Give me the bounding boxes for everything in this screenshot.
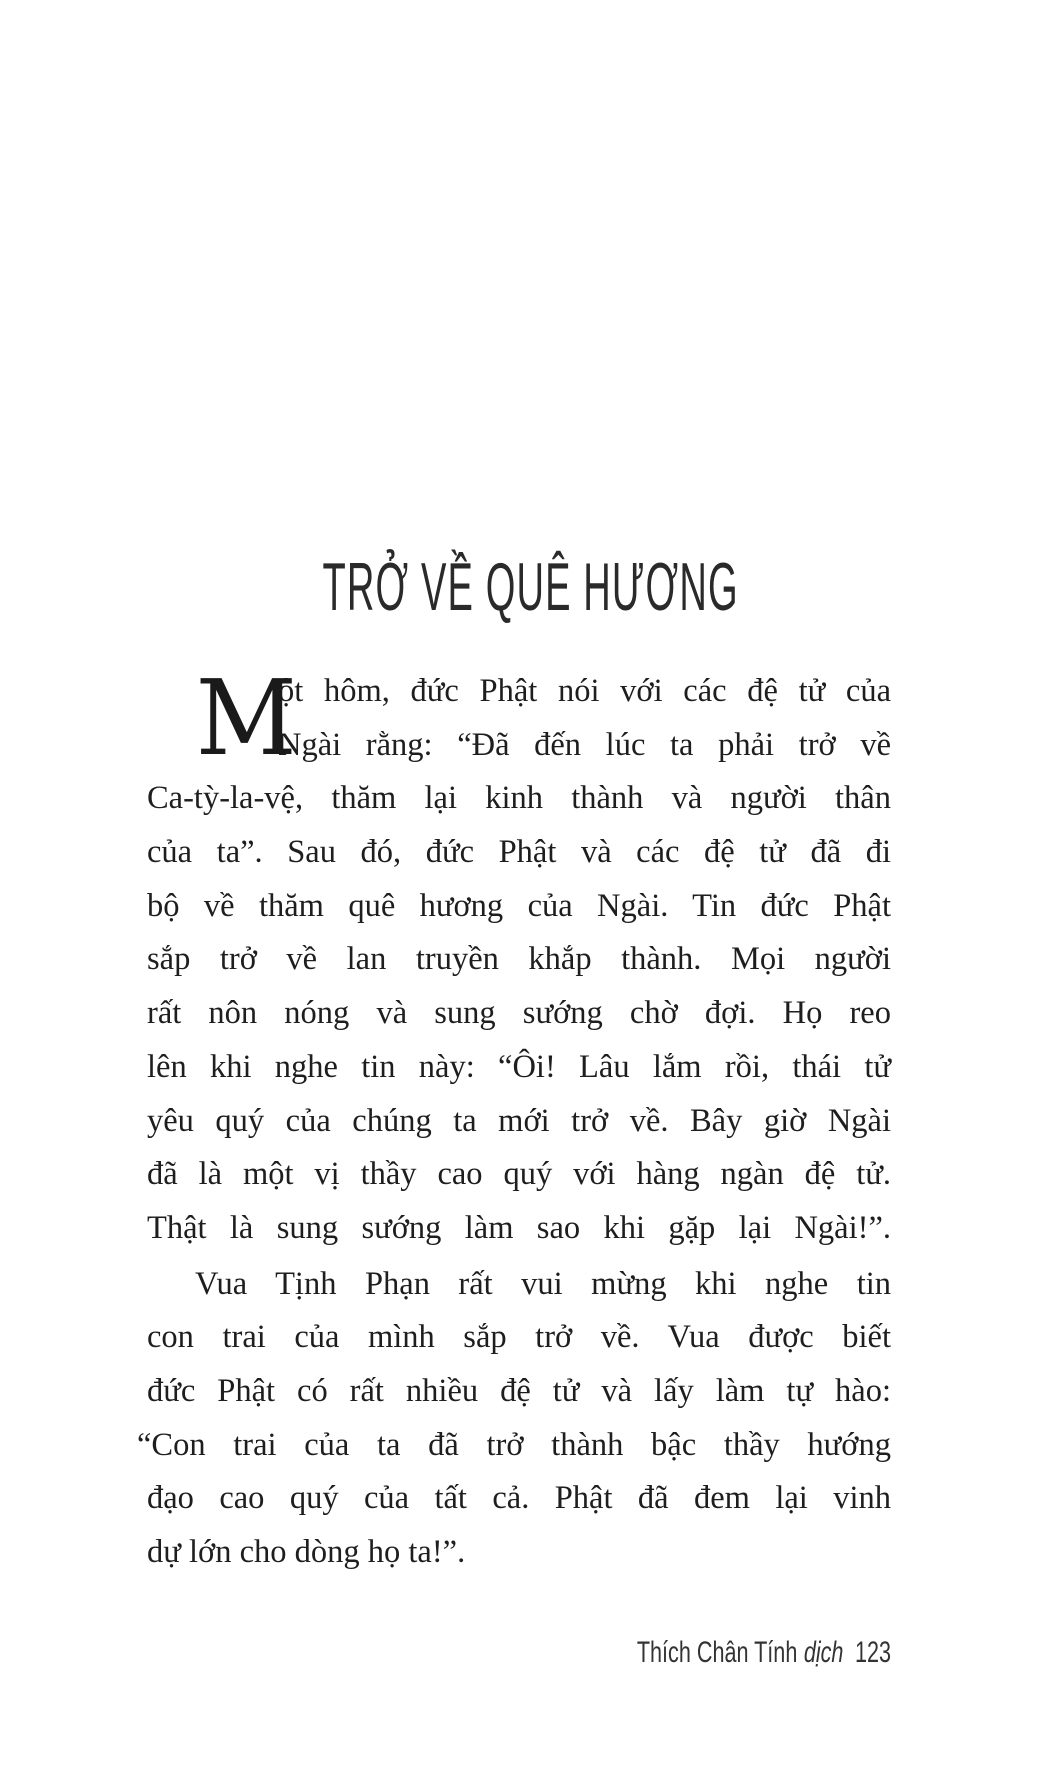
text-line: con trai của mình sắp trở về. Vua được biết	[147, 1319, 891, 1356]
text-line: đạo cao quý của tất cả. Phật đã đem lại vinh	[147, 1480, 891, 1517]
text-line: lên khi nghe tin này: “Ôi! Lâu lắm rồi, thái tử	[147, 1048, 891, 1085]
page-footer	[630, 1636, 891, 1670]
paragraph-2	[137, 1258, 891, 1580]
text-line: Ca-tỳ-la-vệ, thăm lại kinh thành và người thân	[147, 780, 891, 817]
text-line: ột hôm, đức Phật nói với các đệ tử của	[278, 673, 891, 709]
text-line: sắp trở về lan truyền khắp thành. Mọi người	[147, 941, 891, 978]
text-line: dự lớn cho dòng họ ta!”.	[147, 1534, 466, 1570]
text-line: rất nôn nóng và sung sướng chờ đợi. Họ reo	[147, 995, 891, 1032]
page-number: 123	[854, 1636, 891, 1669]
text-line: bộ về thăm quê hương của Ngài. Tin đức Phật	[147, 887, 891, 924]
drop-cap: M	[195, 657, 297, 779]
paragraph-1	[147, 657, 891, 1256]
text-line: Thật là sung sướng làm sao khi gặp lại Ngài!”.	[147, 1209, 891, 1246]
text-line: “Con trai của ta đã trở thành bậc thầy hướng	[137, 1426, 891, 1463]
translator-name: Thích Chân Tính	[636, 1636, 798, 1669]
translator-role: dịch	[803, 1636, 844, 1669]
text-line: đức Phật có rất nhiều đệ tử và lấy làm tự hào:	[147, 1372, 891, 1409]
text-line: Vua Tịnh Phạn rất vui mừng khi nghe tin	[195, 1265, 891, 1302]
text-line: đã là một vị thầy cao quý với hàng ngàn đệ tử.	[147, 1156, 891, 1193]
chapter-title-text: TRỞ VỀ QUÊ HƯƠNG	[322, 549, 740, 625]
chapter-body	[137, 657, 891, 1580]
text-line: Ngài rằng: “Đã đến lúc ta phải trở về	[278, 726, 891, 763]
text-line: của ta”. Sau đó, đức Phật và các đệ tử đã đi	[147, 834, 891, 871]
chapter-title	[0, 548, 1062, 626]
text-line: yêu quý của chúng ta mới trở về. Bây giờ Ngài	[147, 1102, 891, 1139]
